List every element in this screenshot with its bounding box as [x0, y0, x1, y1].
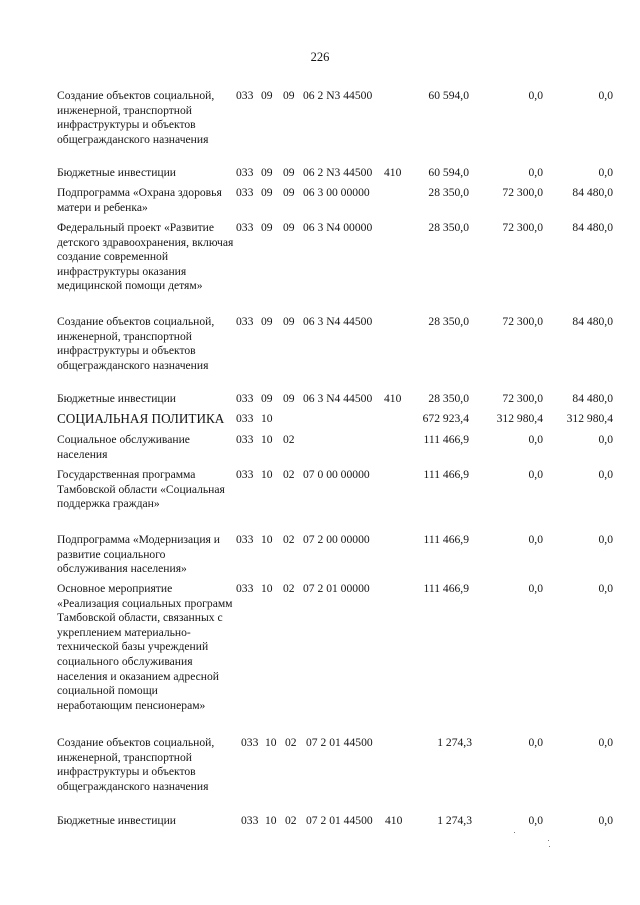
- target-article-code: 07 2 01 44500: [306, 814, 373, 827]
- amount-year-2: 312 980,4: [496, 412, 543, 425]
- amount-year-1: 28 350,0: [428, 315, 469, 328]
- scan-speck: [549, 846, 550, 847]
- section-code: 09: [261, 89, 273, 102]
- amount-year-3: 84 480,0: [572, 221, 613, 234]
- admin-code: 033: [236, 433, 254, 446]
- section-code: 09: [261, 315, 273, 328]
- section-code: 09: [261, 186, 273, 199]
- amount-year-1: 111 466,9: [423, 533, 469, 546]
- target-article-code: 06 3 N4 44500: [303, 315, 373, 328]
- row-name: Федеральный проект «Развитие детского здравоохранения, включая создание современной инфраструктуры оказания медицинской помощи детям»: [57, 221, 234, 293]
- row-name: Подпрограмма «Охрана здоровья матери и ребенка»: [57, 186, 222, 214]
- section-code: 10: [265, 736, 277, 749]
- scan-speck: [514, 832, 515, 833]
- admin-code: 033: [236, 468, 254, 481]
- expense-kind-code: 410: [384, 166, 402, 179]
- amount-year-3: 0,0: [598, 814, 613, 827]
- target-article-code: 06 3 N4 44500: [303, 392, 373, 405]
- row-name: Создание объектов социальной, инженерной, транспортной инфраструктуры и объектов общегражданского назначения: [57, 736, 215, 793]
- amount-year-1: 60 594,0: [428, 89, 469, 102]
- amount-year-3: 84 480,0: [572, 392, 613, 405]
- admin-code: 033: [236, 221, 254, 234]
- subsection-code: 09: [283, 221, 295, 234]
- row-name: Бюджетные инвестиции: [57, 166, 177, 179]
- subsection-code: 02: [283, 468, 295, 481]
- amount-year-2: 0,0: [528, 433, 543, 446]
- target-article-code: 07 0 00 00000: [303, 468, 370, 481]
- subsection-code: 09: [283, 392, 295, 405]
- target-article-code: 06 2 N3 44500: [303, 166, 373, 179]
- scan-speck: [548, 840, 549, 841]
- admin-code: 033: [236, 186, 254, 199]
- target-article-code: 07 2 00 00000: [303, 533, 370, 546]
- amount-year-2: 0,0: [528, 736, 543, 749]
- amount-year-2: 0,0: [528, 468, 543, 481]
- amount-year-3: 84 480,0: [572, 315, 613, 328]
- target-article-code: 07 2 01 44500: [306, 736, 373, 749]
- amount-year-3: 0,0: [598, 89, 613, 102]
- subsection-code: 09: [283, 186, 295, 199]
- amount-year-2: 0,0: [528, 582, 543, 595]
- section-code: 10: [261, 433, 273, 446]
- row-name: Основное мероприятие «Реализация социальных программ Тамбовской области, связанных с укреплением материально-технической базы учреждений социального обслуживания населения и оказанием адресной социальной помощи неработающим пенсионерам»: [57, 582, 233, 712]
- subsection-code: 09: [283, 166, 295, 179]
- admin-code: 033: [241, 814, 259, 827]
- admin-code: 033: [236, 412, 254, 425]
- amount-year-1: 28 350,0: [428, 221, 469, 234]
- amount-year-1: 1 274,3: [437, 814, 472, 827]
- subsection-code: 02: [283, 433, 295, 446]
- amount-year-3: 84 480,0: [572, 186, 613, 199]
- admin-code: 033: [236, 582, 254, 595]
- admin-code: 033: [236, 392, 254, 405]
- row-name: Социальное обслуживание населения: [57, 433, 190, 461]
- amount-year-2: 0,0: [528, 89, 543, 102]
- section-code: 10: [261, 412, 273, 425]
- amount-year-3: 312 980,4: [566, 412, 613, 425]
- page-number: 226: [310, 50, 330, 64]
- row-name: СОЦИАЛЬНАЯ ПОЛИТИКА: [57, 411, 225, 426]
- subsection-code: 02: [285, 736, 297, 749]
- amount-year-1: 111 466,9: [423, 468, 469, 481]
- subsection-code: 09: [283, 89, 295, 102]
- amount-year-2: 0,0: [528, 533, 543, 546]
- amount-year-1: 28 350,0: [428, 186, 469, 199]
- amount-year-3: 0,0: [598, 582, 613, 595]
- expense-kind-code: 410: [384, 392, 402, 405]
- amount-year-1: 111 466,9: [423, 433, 469, 446]
- target-article-code: 06 2 N3 44500: [303, 89, 373, 102]
- amount-year-3: 0,0: [598, 533, 613, 546]
- amount-year-2: 0,0: [528, 166, 543, 179]
- expense-kind-code: 410: [385, 814, 403, 827]
- subsection-code: 02: [285, 814, 297, 827]
- amount-year-1: 1 274,3: [437, 736, 472, 749]
- section-code: 10: [261, 533, 273, 546]
- amount-year-1: 672 923,4: [422, 412, 469, 425]
- admin-code: 033: [241, 736, 259, 749]
- row-name: Бюджетные инвестиции: [57, 814, 177, 827]
- target-article-code: 06 3 N4 00000: [303, 221, 373, 234]
- subsection-code: 02: [283, 533, 295, 546]
- amount-year-1: 28 350,0: [428, 392, 469, 405]
- row-name: Создание объектов социальной, инженерной, транспортной инфраструктуры и объектов общегражданского назначения: [57, 89, 215, 146]
- amount-year-1: 111 466,9: [423, 582, 469, 595]
- section-code: 10: [261, 582, 273, 595]
- amount-year-3: 0,0: [598, 433, 613, 446]
- admin-code: 033: [236, 315, 254, 328]
- section-code: 10: [265, 814, 277, 827]
- amount-year-2: 72 300,0: [502, 221, 543, 234]
- section-code: 09: [261, 221, 273, 234]
- target-article-code: 07 2 01 00000: [303, 582, 370, 595]
- target-article-code: 06 3 00 00000: [303, 186, 370, 199]
- section-code: 09: [261, 392, 273, 405]
- section-code: 09: [261, 166, 273, 179]
- section-code: 10: [261, 468, 273, 481]
- amount-year-3: 0,0: [598, 468, 613, 481]
- amount-year-2: 72 300,0: [502, 392, 543, 405]
- subsection-code: 09: [283, 315, 295, 328]
- row-name: Бюджетные инвестиции: [57, 392, 177, 405]
- amount-year-3: 0,0: [598, 736, 613, 749]
- amount-year-2: 72 300,0: [502, 315, 543, 328]
- amount-year-2: 0,0: [528, 814, 543, 827]
- row-name: Подпрограмма «Модернизация и развитие социального обслуживания населения»: [57, 533, 220, 576]
- subsection-code: 02: [283, 582, 295, 595]
- amount-year-2: 72 300,0: [502, 186, 543, 199]
- amount-year-3: 0,0: [598, 166, 613, 179]
- admin-code: 033: [236, 533, 254, 546]
- admin-code: 033: [236, 89, 254, 102]
- row-name: Государственная программа Тамбовской области «Социальная поддержка граждан»: [57, 468, 225, 511]
- admin-code: 033: [236, 166, 254, 179]
- row-name: Создание объектов социальной, инженерной, транспортной инфраструктуры и объектов общегражданского назначения: [57, 315, 215, 372]
- amount-year-1: 60 594,0: [428, 166, 469, 179]
